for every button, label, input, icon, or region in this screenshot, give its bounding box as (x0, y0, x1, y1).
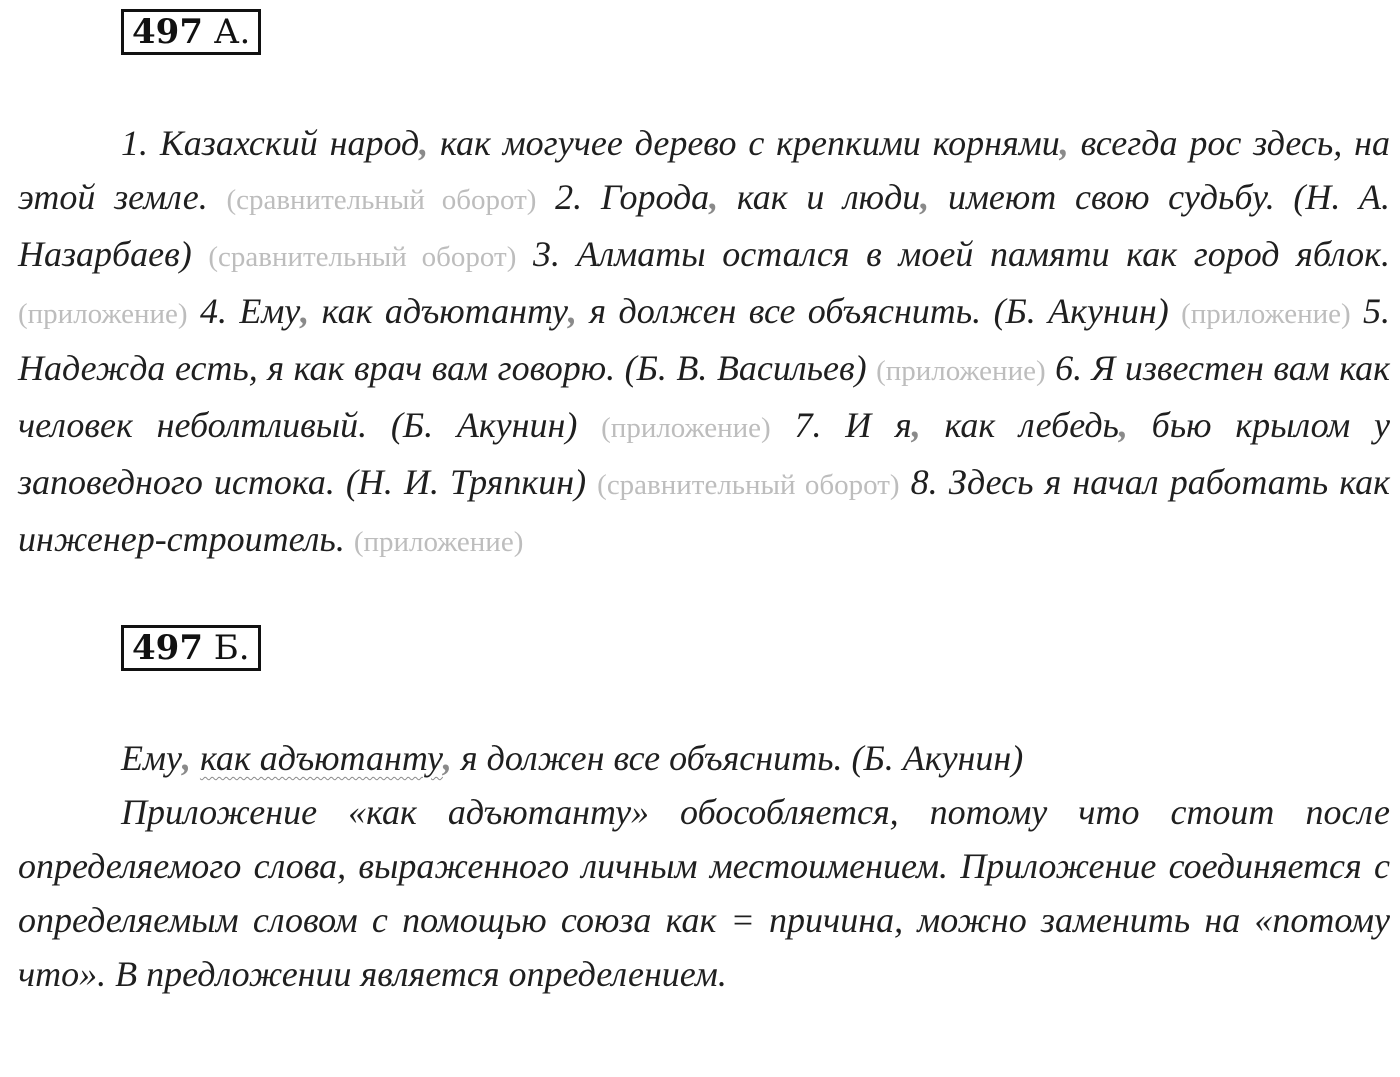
sentence-2-note: (сравнительный оборот) (208, 241, 517, 273)
highlighted-comma: , (709, 177, 719, 217)
appositive-phrase: как адъютанту (199, 738, 443, 778)
sentence-text: имеют свою судьбу. (Н. А. Назарбаев) (18, 177, 1391, 274)
sentence-5: 5. Надежда есть, я как врач вам говорю. (Б. В. Васильев) (18, 291, 1391, 388)
highlighted-comma: , (920, 177, 930, 217)
highlighted-comma: , (300, 291, 310, 331)
sentence-text: 2. Города (555, 177, 710, 217)
sentence-7-note: (сравнительный оборот) (597, 469, 900, 501)
exercise-label-a (121, 9, 261, 55)
sentence-1-note: (сравнительный оборот) (226, 184, 537, 216)
sentence-8: 8. Здесь я начал работать как инженер-строитель. (18, 462, 1390, 559)
sentence-text: как и люди (718, 177, 921, 217)
sentence-6: 6. Я известен вам как человек неболтливый. (Б. Акунин) (18, 348, 1390, 445)
highlighted-comma: , (1059, 123, 1069, 163)
sentence-4-note: (приложение) (1181, 298, 1351, 330)
highlighted-comma: , (442, 738, 452, 778)
sentence-text: я должен все объяснить. (Б. Акунин) (451, 738, 1024, 778)
sentence-text: как могучее дерево с крепкими корнями (428, 123, 1060, 163)
highlighted-comma: , (419, 123, 429, 163)
exercise-number: 497 (132, 12, 203, 52)
sentence-8-note: (приложение) (353, 526, 524, 558)
explanation: Приложение «как адъютанту» обособляется, потому что стоит после определяемого слова, выраженного личным местоимением. Приложение соединяется с определяемым словом с помощью союза как = причина, можно заменить на «потому что». В предложении является определением. (18, 792, 1390, 994)
highlighted-comma: , (911, 405, 921, 445)
exercise-letter: А. (213, 12, 251, 52)
exercise-a-text (18, 116, 1390, 569)
sentence-text: всегда рос здесь, на этой земле. (18, 123, 1390, 217)
exercise-number: 497 (132, 628, 203, 668)
highlighted-comma: , (1118, 405, 1128, 445)
sentence-text: как лебедь (920, 405, 1119, 445)
highlighted-comma: , (568, 291, 578, 331)
sentence-text: я должен все объяснить. (Б. Акунин) (577, 291, 1169, 331)
exercise-b-text (18, 731, 1390, 1001)
sentence-text: 1. Казахский народ (121, 123, 420, 163)
sentence-text: как адъютанту (309, 291, 569, 331)
sentence-text: 7. И я (794, 405, 912, 445)
sentence-text: бью крылом у заповедного истока. (Н. И. Тряпкин) (18, 405, 1391, 502)
sentence-5-note: (приложение) (876, 355, 1046, 387)
exercise-letter: Б. (213, 628, 250, 668)
sentence-list (18, 116, 1390, 569)
highlighted-comma: , (181, 738, 191, 778)
example-sentence (18, 731, 1390, 785)
sentence-text: Ему (121, 738, 182, 778)
sentence-3: 3. Алматы остался в моей памяти как город яблок. (532, 234, 1391, 274)
sentence-6-note: (приложение) (601, 412, 771, 444)
sentence-4 (200, 291, 1169, 331)
sentence-3-note: (приложение) (18, 298, 188, 330)
sentence-text: 4. Ему (199, 291, 301, 331)
exercise-label-b (121, 625, 261, 671)
